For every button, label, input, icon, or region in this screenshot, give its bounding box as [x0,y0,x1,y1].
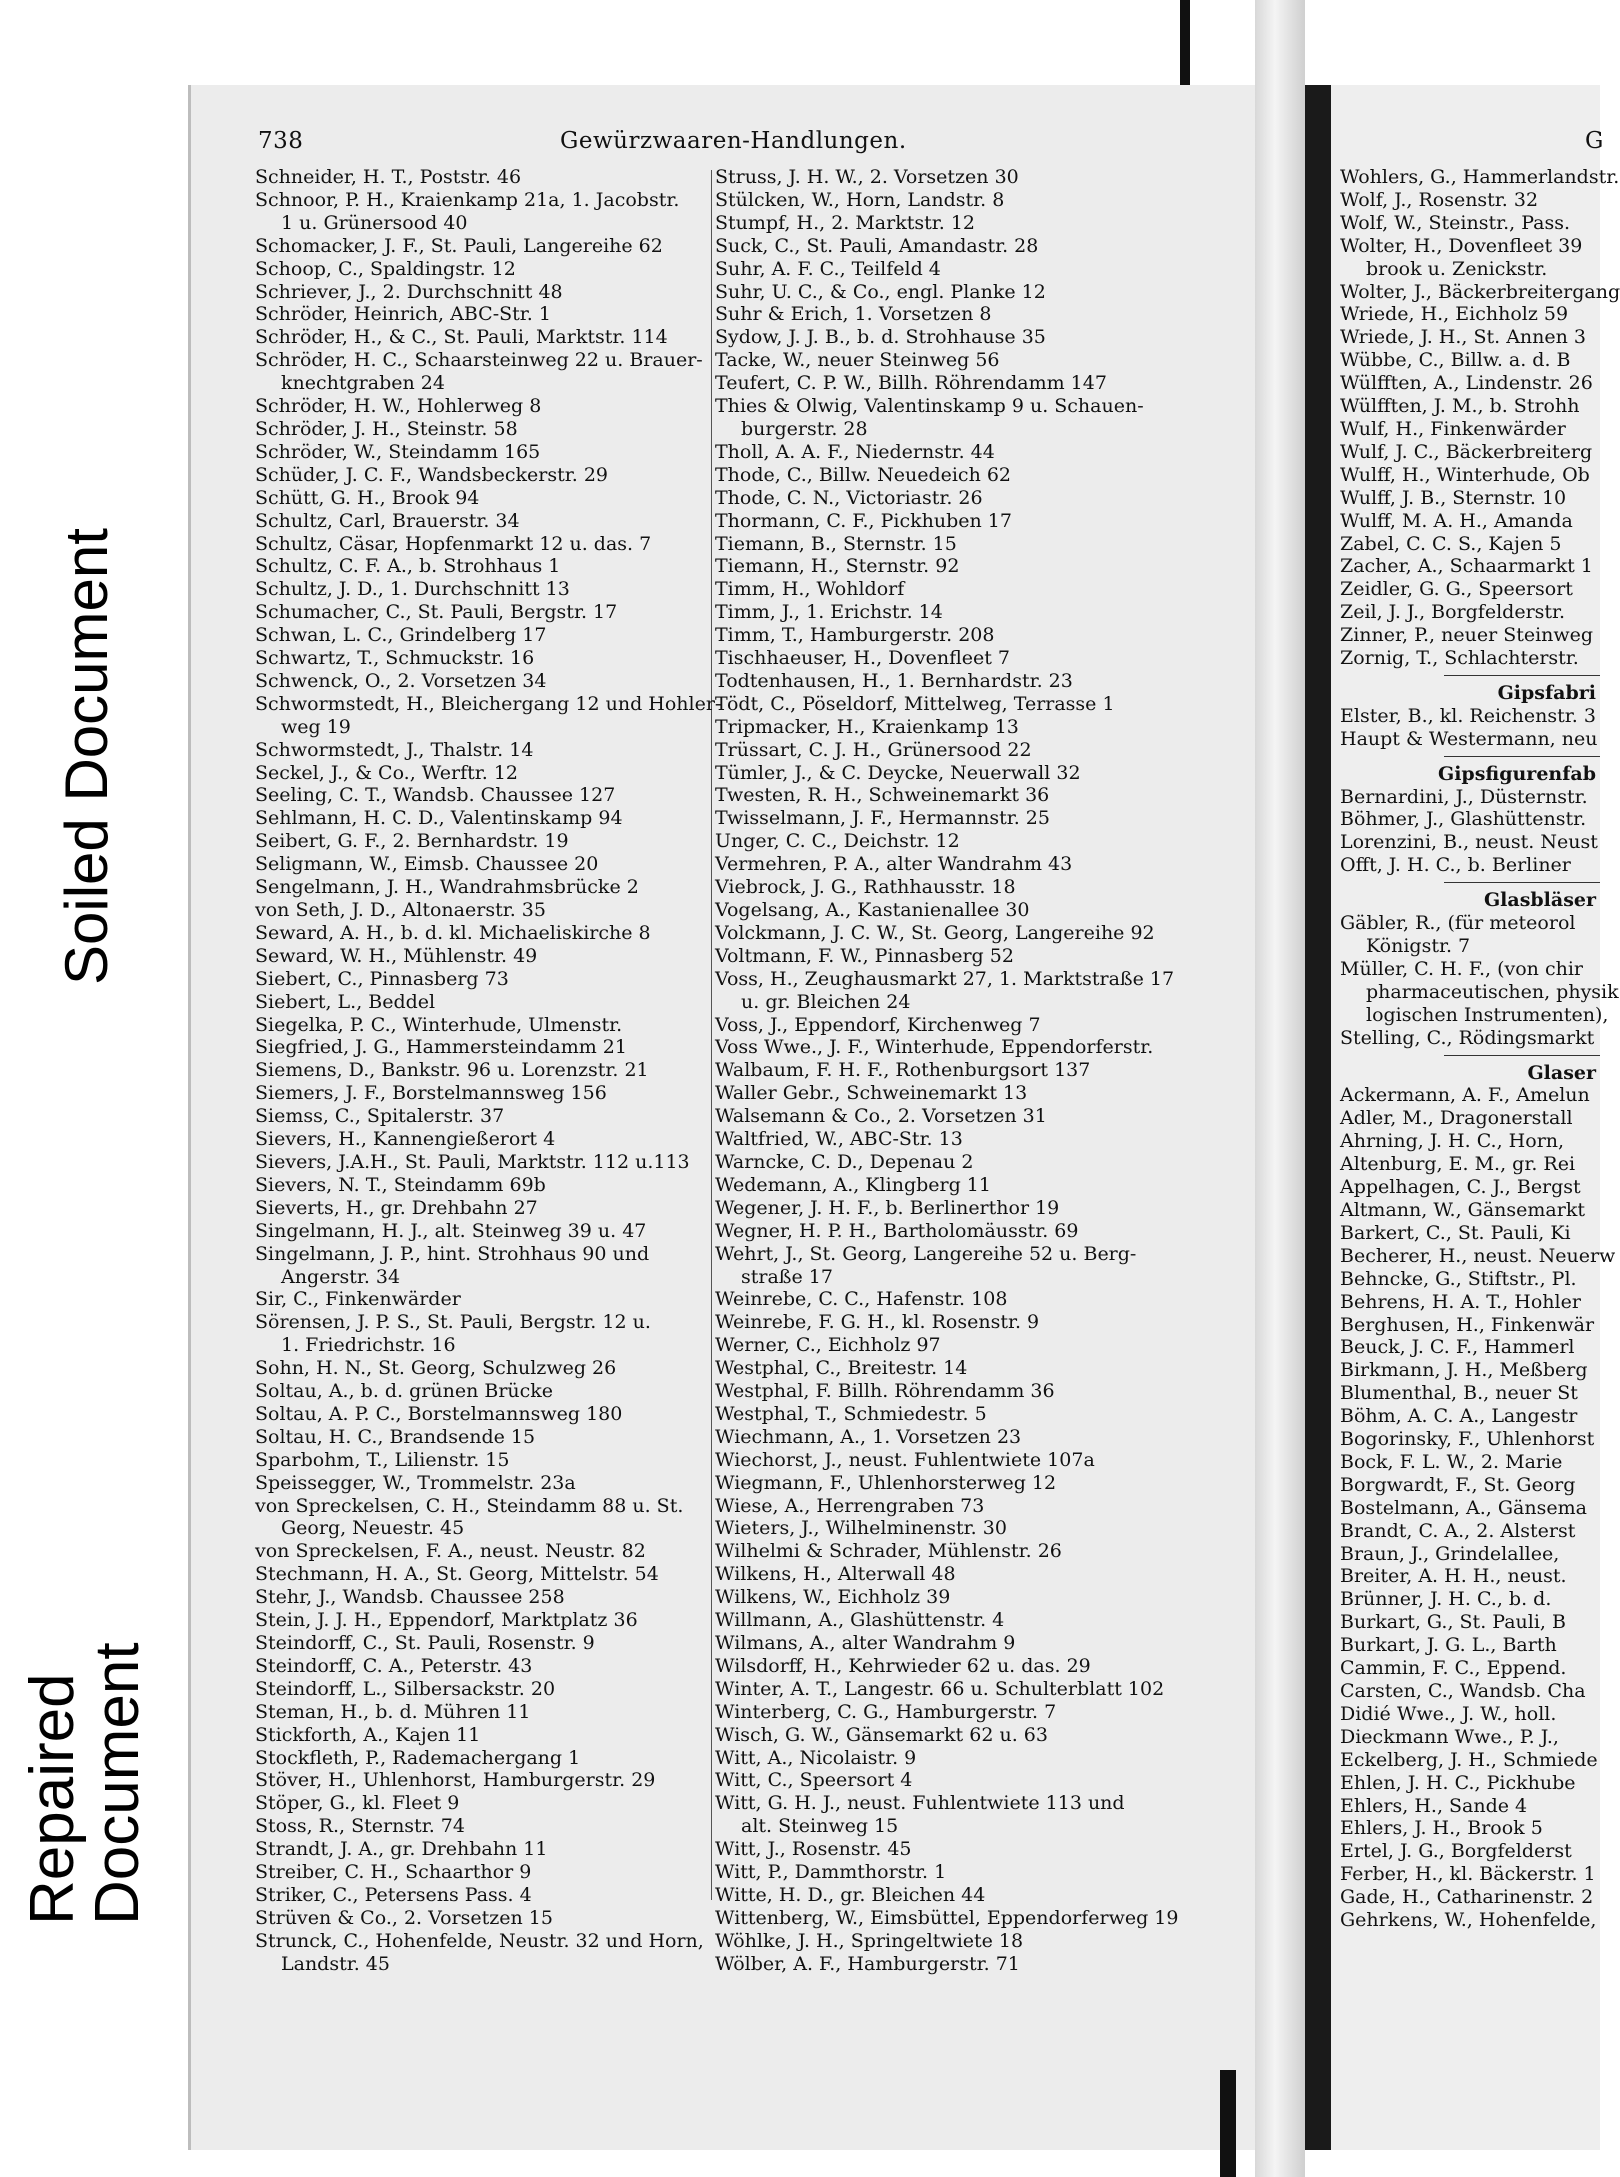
directory-entry: Westphal, T., Schmiedestr. 5 [715,1402,987,1425]
directory-entry: Stumpf, H., 2. Marktstr. 12 [715,211,976,234]
directory-entry: Seckel, J., & Co., Werftr. 12 [255,761,519,784]
directory-entry: Ehlen, J. H. C., Pickhube [1340,1771,1576,1794]
directory-entry: Schröder, H., & C., St. Pauli, Marktstr. 114 [255,326,668,349]
directory-entry: Ehlers, H., Sande 4 [1340,1794,1528,1817]
directory-entry: Stickforth, A., Kajen 11 [255,1723,481,1746]
section-rule [1444,675,1600,676]
binding-shadow-top [1180,0,1190,85]
directory-entry: Voltmann, F. W., Pinnasberg 52 [715,944,1014,967]
directory-entry: Sydow, J. J. B., b. d. Strohhause 35 [715,326,1046,349]
directory-entry: Struss, J. H. W., 2. Vorsetzen 30 [715,166,1019,188]
directory-entry: Bostelmann, A., Gänsema [1340,1496,1587,1519]
directory-entry: Wübbe, C., Billw. a. d. B [1340,349,1571,372]
directory-entry: Thies & Olwig, Valentinskamp 9 u. Schauen- [715,395,1144,418]
directory-entry: Wolter, H., Dovenfleet 39 [1340,234,1583,257]
directory-entry: von Spreckelsen, C. H., Steindamm 88 u. St. [255,1494,684,1517]
directory-entry: Stelling, C., Rödingsmarkt [1340,1026,1595,1049]
directory-entry: Zeil, J. J., Borgfelderstr. [1340,601,1566,624]
directory-entry-continuation: Königstr. 7 [1366,935,1471,957]
directory-entry: Lorenzini, B., neust. Neust [1340,831,1598,854]
directory-entry: von Seth, J. D., Altonaerstr. 35 [255,899,546,921]
directory-entry: Wriede, H., Eichholz 59 [1340,303,1569,326]
directory-entry: Suck, C., St. Pauli, Amandastr. 28 [715,234,1039,257]
directory-entry-continuation: u. gr. Bleichen 24 [741,990,911,1013]
directory-entry: Bernardini, J., Düsternstr. [1340,785,1588,808]
directory-entry: Wilkens, W., Eichholz 39 [715,1586,951,1609]
directory-entry: Tümler, J., & C. Deycke, Neuerwall 32 [715,761,1081,784]
directory-entry: Elster, B., kl. Reichenstr. 3 [1340,704,1596,727]
directory-entry: Westphal, F. Billh. Röhrendamm 36 [715,1380,1055,1403]
directory-entry: Thode, C. N., Victoriastr. 26 [715,486,983,509]
directory-entry: Siemss, C., Spitalerstr. 37 [255,1105,505,1128]
directory-entry: Sengelmann, J. H., Wandrahmsbrücke 2 [255,876,639,899]
directory-entry: Stöver, H., Uhlenhorst, Hamburgerstr. 29 [255,1769,656,1792]
directory-entry: Suhr, U. C., & Co., engl. Planke 12 [715,280,1046,303]
directory-entry: Wölber, A. F., Hamburgerstr. 71 [715,1952,1020,1975]
directory-entry: Tischhaeuser, H., Dovenfleet 7 [715,647,1010,670]
column-middle [715,166,1235,1976]
directory-entry: Wriede, J. H., St. Annen 3 [1340,326,1587,349]
directory-entry: Wulf, J. C., Bäckerbreiterg [1340,440,1593,463]
directory-entry: Timm, H., Wohldorf [715,578,905,601]
directory-entry: Altmann, W., Gänsemarkt [1340,1198,1585,1221]
directory-entry: Dieckmann Wwe., P. J., [1340,1725,1559,1748]
directory-entry: Speissegger, W., Trommelstr. 23a [255,1471,576,1494]
directory-entry: Bock, F. L. W., 2. Marie [1340,1450,1563,1473]
directory-entry: Waller Gebr., Schweinemarkt 13 [715,1082,1028,1105]
directory-entry: Altenburg, E. M., gr. Rei [1340,1153,1576,1176]
directory-entry: Suhr, A. F. C., Teilfeld 4 [715,257,941,280]
directory-entry: Twisselmann, J. F., Hermannstr. 25 [715,807,1050,830]
directory-entry: Siebert, C., Pinnasberg 73 [255,967,509,990]
directory-entry: Wohlers, G., Hammerlandstr. [1340,166,1620,188]
directory-entry: Witte, H. D., gr. Bleichen 44 [715,1883,986,1906]
directory-entry: Stoss, R., Sternstr. 74 [255,1815,465,1838]
directory-entry: Wolter, J., Bäckerbreitergang [1340,280,1620,303]
directory-entry: Seward, W. H., Mühlenstr. 49 [255,944,538,967]
directory-entry: Stein, J. J. H., Eppendorf, Marktplatz 36 [255,1609,638,1632]
directory-entry: Schultz, Carl, Brauerstr. 34 [255,509,520,532]
directory-entry: Gehrkens, W., Hohenfelde, [1340,1909,1597,1932]
directory-entry: Schomacker, J. F., St. Pauli, Langereihe 62 [255,234,663,257]
directory-entry: Witt, C., Speersort 4 [715,1769,913,1792]
directory-entry: Vogelsang, A., Kastanienallee 30 [715,899,1030,921]
directory-entry: Sehlmann, H. C. D., Valentinskamp 94 [255,807,623,830]
directory-entry: Siemens, D., Bankstr. 96 u. Lorenzstr. 21 [255,1059,649,1082]
directory-entry: Burkart, G., St. Pauli, B [1340,1611,1566,1634]
directory-entry: Singelmann, J. P., hint. Strohhaus 90 und [255,1242,650,1265]
directory-entry: Sir, C., Finkenwärder [255,1288,461,1311]
directory-entry: Becherer, H., neust. Neuerw [1340,1244,1616,1267]
directory-entry: Berghusen, H., Finkenwär [1340,1313,1595,1336]
directory-entry: Schwan, L. C., Grindelberg 17 [255,624,547,647]
section-rule [1444,1055,1600,1056]
directory-entry: Wilmans, A., alter Wandrahm 9 [715,1632,1016,1654]
directory-entry: Schoop, C., Spaldingstr. 12 [255,257,516,280]
section-heading: Glaser [1527,1061,1596,1084]
directory-entry: Winterberg, C. G., Hamburgerstr. 7 [715,1700,1057,1723]
directory-entry: Streiber, C. H., Schaarthor 9 [255,1861,532,1884]
directory-entry: Unger, C. C., Deichstr. 12 [715,830,960,853]
directory-entry: Seibert, G. F., 2. Bernhardstr. 19 [255,830,569,853]
right-page-edge-shadow [1305,85,1331,2150]
directory-entry: von Spreckelsen, F. A., neust. Neustr. 82 [255,1540,646,1563]
directory-entry: Tiemann, H., Sternstr. 92 [715,555,960,578]
directory-entry: Stechmann, H. A., St. Georg, Mittelstr. 54 [255,1563,659,1586]
directory-entry: Böhm, A. C. A., Langestr [1340,1405,1578,1428]
repaired-document-label [18,1642,153,1925]
directory-entry: Strandt, J. A., gr. Drehbahn 11 [255,1838,548,1861]
directory-entry: Stockfleth, P., Rademachergang 1 [255,1746,581,1769]
soiled-document-label: Soiled Document [53,528,120,985]
repaired-label-line1: Repaired [18,1673,87,1925]
section-rule [1444,882,1600,883]
directory-entry: Birkmann, J. H., Meßberg [1340,1359,1588,1382]
directory-entry: Schultz, C. F. A., b. Strohhaus 1 [255,555,561,578]
directory-entry: Wegener, J. H. F., b. Berlinerthor 19 [715,1196,1060,1219]
directory-entry: Zornig, T., Schlachterstr. [1340,647,1579,670]
directory-entry: Wolf, J., Rosenstr. 32 [1340,188,1539,211]
directory-entry: Ehlers, J. H., Brook 5 [1340,1817,1543,1840]
binding-shadow-bottom [1220,2070,1236,2177]
directory-entry: Schütt, G. H., Brook 94 [255,486,480,509]
directory-entry: Wilsdorff, H., Kehrwieder 62 u. das. 29 [715,1654,1091,1677]
directory-entry: Schwenck, O., 2. Vorsetzen 34 [255,669,547,692]
directory-entry: Teufert, C. P. W., Billh. Röhrendamm 147 [715,372,1107,395]
directory-entry: Offt, J. H. C., b. Berliner [1340,854,1571,877]
directory-entry: Sievers, N. T., Steindamm 69b [255,1173,546,1196]
directory-entry: Eckelberg, J. H., Schmiede [1340,1748,1598,1771]
directory-entry: Wulff, M. A. H., Amanda [1340,509,1573,532]
directory-entry-continuation: 1 u. Grünersood 40 [281,211,468,234]
directory-entry: Seward, A. H., b. d. kl. Michaeliskirche 8 [255,921,651,944]
directory-entry: Volckmann, J. C. W., St. Georg, Langereihe 92 [715,921,1155,944]
directory-entry: Timm, T., Hamburgerstr. 208 [715,624,995,647]
directory-entry: Voss, H., Zeughausmarkt 27, 1. Marktstraße 17 [715,967,1175,990]
directory-entry: Stehr, J., Wandsb. Chaussee 258 [255,1586,565,1609]
directory-entry: Tripmacker, H., Kraienkamp 13 [715,715,1019,738]
directory-entry-continuation: Georg, Neuestr. 45 [281,1517,465,1540]
directory-entry: Brandt, C. A., 2. Alsterst [1340,1519,1576,1542]
directory-entry: Cammin, F. C., Eppend. [1340,1657,1567,1680]
directory-entry: Wulf, H., Finkenwärder [1340,417,1566,440]
directory-entry: Soltau, A. P. C., Borstelmannsweg 180 [255,1402,623,1425]
directory-entry: Weinrebe, C. C., Hafenstr. 108 [715,1288,1008,1311]
directory-entry: Steman, H., b. d. Mühren 11 [255,1700,531,1723]
directory-entry: Böhmer, J., Glashüttenstr. [1340,808,1587,831]
directory-entry: Bogorinsky, F., Uhlenhorst [1340,1428,1595,1451]
directory-entry-continuation: straße 17 [741,1265,833,1288]
directory-entry: Zinner, P., neuer Steinweg [1340,624,1594,647]
directory-entry: Schwormstedt, J., Thalstr. 14 [255,738,534,761]
column-right [1340,166,1620,1932]
directory-entry: Voss, J., Eppendorf, Kirchenweg 7 [715,1013,1041,1036]
directory-entry: Steindorff, C., St. Pauli, Rosenstr. 9 [255,1632,595,1654]
directory-entry: Witt, J., Rosenstr. 45 [715,1838,912,1861]
directory-entry: Schriever, J., 2. Durchschnitt 48 [255,280,563,303]
directory-entry: Suhr & Erich, 1. Vorsetzen 8 [715,303,992,326]
directory-entry: Wülfften, A., Lindenstr. 26 [1340,372,1593,395]
directory-entry: Viebrock, J. G., Rathhausstr. 18 [715,876,1016,899]
directory-entry: Timm, J., 1. Erichstr. 14 [715,601,943,624]
directory-entry: Steindorff, L., Silbersackstr. 20 [255,1677,556,1700]
directory-entry: Schwartz, T., Schmuckstr. 16 [255,647,535,670]
directory-entry: Strunck, C., Hohenfelde, Neustr. 32 und Horn, [255,1929,704,1952]
section-rule [1444,756,1600,757]
directory-entry: Carsten, C., Wandsb. Cha [1340,1680,1586,1702]
directory-entry: Walsemann & Co., 2. Vorsetzen 31 [715,1105,1047,1128]
directory-entry: Soltau, A., b. d. grünen Brücke [255,1380,554,1403]
directory-entry: Westphal, C., Breitestr. 14 [715,1357,968,1380]
directory-entry-continuation: alt. Steinweg 15 [741,1815,899,1838]
directory-entry: Appelhagen, C. J., Bergst [1340,1176,1581,1199]
directory-entry-continuation: Angerstr. 34 [281,1265,401,1288]
directory-entry: Ertel, J. G., Borgfelderst [1340,1840,1572,1863]
directory-entry: Brünner, J. H. C., b. d. [1340,1588,1552,1611]
directory-entry: Siebert, L., Beddel [255,990,436,1013]
directory-entry: Gäbler, R., (für meteorol [1340,912,1576,935]
directory-entry: Wiegmann, F., Uhlenhorsterweg 12 [715,1471,1057,1494]
directory-entry: Schultz, J. D., 1. Durchschnitt 13 [255,578,570,601]
page-heading: Gewürzwaaren-Handlungen. [560,128,907,154]
directory-entry: Walbaum, F. H. F., Rothenburgsort 137 [715,1059,1091,1082]
directory-entry: Behncke, G., Stiftstr., Pl. [1340,1267,1577,1290]
directory-entry: Stöper, G., kl. Fleet 9 [255,1792,460,1815]
directory-entry: Wilkens, H., Alterwall 48 [715,1563,956,1586]
directory-entry: Schultz, Cäsar, Hopfenmarkt 12 u. das. 7 [255,532,652,555]
directory-entry: Tödt, C., Pöseldorf, Mittelweg, Terrasse 1 [715,692,1115,715]
directory-entry: Sievers, J.A.H., St. Pauli, Marktstr. 112 u.113 [255,1150,690,1173]
directory-entry: Haupt & Westermann, neu [1340,727,1598,750]
directory-entry: Wolf, W., Steinstr., Pass. [1340,211,1571,234]
directory-entry: Steindorff, C. A., Peterstr. 43 [255,1654,533,1677]
directory-entry: Willmann, A., Glashüttenstr. 4 [715,1609,1005,1632]
section-heading: Glasbläser [1483,889,1596,912]
directory-entry: Behrens, H. A. T., Hohler [1340,1290,1581,1313]
directory-entry: Didié Wwe., J. W., holl. [1340,1702,1557,1725]
directory-entry: Blumenthal, B., neuer St [1340,1382,1578,1405]
directory-entry: Schröder, H. W., Hohlerweg 8 [255,395,542,418]
directory-entry: Schröder, Heinrich, ABC-Str. 1 [255,303,551,326]
directory-entry: Beuck, J. C. F., Hammerl [1340,1336,1575,1359]
directory-entry: Burkart, J. G. L., Barth [1340,1634,1557,1657]
directory-entry: Barkert, C., St. Pauli, Ki [1340,1221,1571,1244]
directory-entry: Tacke, W., neuer Steinweg 56 [715,349,1000,372]
directory-entry: Twesten, R. H., Schweinemarkt 36 [715,784,1050,807]
directory-entry: Voss Wwe., J. F., Winterhude, Eppendorferstr. [715,1036,1154,1059]
directory-entry: Witt, A., Nicolaistr. 9 [715,1746,917,1769]
directory-entry: Seeling, C. T., Wandsb. Chaussee 127 [255,784,616,807]
directory-entry: Wiechmann, A., 1. Vorsetzen 23 [715,1425,1022,1448]
section-heading: Gipsfabri [1497,681,1596,704]
directory-entry-continuation: burgerstr. 28 [741,417,868,440]
directory-entry: Wedemann, A., Klingberg 11 [715,1173,991,1196]
directory-entry: Singelmann, H. J., alt. Steinweg 39 u. 47 [255,1219,647,1242]
directory-entry: Witt, G. H. J., neust. Fuhlentwiete 113 und [715,1792,1125,1815]
directory-entry: Sparbohm, T., Lilienstr. 15 [255,1448,510,1471]
directory-entry: Strüven & Co., 2. Vorsetzen 15 [255,1906,553,1929]
directory-entry: Siegfried, J. G., Hammersteindamm 21 [255,1036,627,1059]
directory-entry: Ferber, H., kl. Bäckerstr. 1 [1340,1863,1596,1886]
directory-entry-continuation: Landstr. 45 [281,1952,390,1975]
directory-entry: Wöhlke, J. H., Springeltwiete 18 [715,1929,1024,1952]
book-gutter [1255,0,1305,2177]
directory-entry: Zacher, A., Schaarmarkt 1 [1340,555,1593,578]
directory-entry: Wittenberg, W., Eimsbüttel, Eppendorferweg 19 [715,1906,1179,1929]
directory-entry: Adler, M., Dragonerstall [1340,1107,1573,1130]
directory-entry: Werner, C., Eichholz 97 [715,1334,941,1357]
directory-entry: Tiemann, B., Sternstr. 15 [715,532,957,555]
directory-entry: Schneider, H. T., Poststr. 46 [255,166,522,188]
column-left [255,166,722,1976]
directory-entry: Striker, C., Petersens Pass. 4 [255,1883,532,1906]
directory-entry: Schumacher, C., St. Pauli, Bergstr. 17 [255,601,618,624]
directory-entry-continuation: pharmaceutischen, physik [1366,980,1619,1003]
directory-entry: Wulff, H., Winterhude, Ob [1340,463,1590,486]
directory-entry: Tholl, A. A. F., Niedernstr. 44 [715,440,995,463]
directory-entry: Soltau, H. C., Brandsende 15 [255,1425,536,1448]
directory-entry: Gade, H., Catharinenstr. 2 [1340,1886,1594,1909]
repaired-label-line2: Document [83,1642,153,1925]
directory-entry: Müller, C. H. F., (von chir [1340,957,1583,980]
directory-entry: Wehrt, J., St. Georg, Langereihe 52 u. Berg- [715,1242,1137,1265]
directory-entry: Schröder, W., Steindamm 165 [255,440,541,463]
directory-entry: Wisch, G. W., Gänsemarkt 62 u. 63 [715,1723,1048,1746]
directory-entry: Sieverts, H., gr. Drehbahn 27 [255,1196,538,1219]
directory-entry: Waltfried, W., ABC-Str. 13 [715,1128,963,1151]
directory-entry: Schwormstedt, H., Bleichergang 12 und Hohler- [255,692,722,715]
directory-entry-continuation: brook u. Zenickstr. [1366,257,1548,280]
directory-entry: Ahrning, J. H. C., Horn, [1340,1130,1565,1153]
directory-entry: Borgwardt, F., St. Georg [1340,1473,1576,1496]
directory-entry-continuation: logischen Instrumenten), [1366,1003,1609,1026]
directory-entry: Wiechorst, J., neust. Fuhlentwiete 107a [715,1448,1095,1471]
directory-entry: Wegner, H. P. H., Bartholomäusstr. 69 [715,1219,1079,1242]
directory-entry: Weinrebe, F. G. H., kl. Rosenstr. 9 [715,1311,1040,1334]
directory-entry: Wiese, A., Herrengraben 73 [715,1494,985,1517]
directory-entry: Witt, P., Dammthorstr. 1 [715,1861,947,1884]
directory-entry: Wieters, J., Wilhelminenstr. 30 [715,1517,1007,1540]
directory-entry: Winter, A. T., Langestr. 66 u. Schulterblatt 102 [715,1677,1165,1700]
directory-entry: Braun, J., Grindelallee, [1340,1542,1560,1565]
next-page-heading: G [1585,128,1604,154]
page-number: 738 [258,128,304,154]
directory-entry: Wulff, J. B., Sternstr. 10 [1340,486,1567,509]
directory-entry: Siemers, J. F., Borstelmannsweg 156 [255,1082,607,1105]
directory-entry: Thode, C., Billw. Neuedeich 62 [715,463,1012,486]
directory-entry: Schröder, J. H., Steinstr. 58 [255,417,518,440]
directory-entry: Breiter, A. H. H., neust. [1340,1565,1567,1588]
directory-entry: Schnoor, P. H., Kraienkamp 21a, 1. Jacobstr. [255,188,680,211]
directory-entry: Sörensen, J. P. S., St. Pauli, Bergstr. 12 u. [255,1311,651,1334]
directory-entry: Wilhelmi & Schrader, Mühlenstr. 26 [715,1540,1062,1563]
directory-entry: Todtenhausen, H., 1. Bernhardstr. 23 [715,669,1073,692]
directory-entry-continuation: weg 19 [281,715,351,738]
directory-entry: Trüssart, C. J. H., Grünersood 22 [715,738,1032,761]
directory-entry-continuation: knechtgraben 24 [281,372,445,395]
directory-entry: Wülfften, J. M., b. Strohh [1340,395,1580,418]
directory-entry: Seligmann, W., Eimsb. Chaussee 20 [255,853,599,876]
directory-entry: Schüder, J. C. F., Wandsbeckerstr. 29 [255,463,608,486]
directory-entry: Stülcken, W., Horn, Landstr. 8 [715,188,1005,211]
directory-entry: Zabel, C. C. S., Kajen 5 [1340,532,1562,555]
directory-entry: Ackermann, A. F., Amelun [1340,1084,1590,1107]
directory-entry: Sievers, H., Kannengießerort 4 [255,1128,556,1151]
directory-entry: Siegelka, P. C., Winterhude, Ulmenstr. [255,1013,623,1036]
directory-entry: Sohn, H. N., St. Georg, Schulzweg 26 [255,1357,617,1380]
directory-entry: Vermehren, P. A., alter Wandrahm 43 [715,853,1073,876]
directory-entry: Thormann, C. F., Pickhuben 17 [715,509,1012,532]
directory-entry: Zeidler, G. G., Speersort [1340,578,1573,601]
directory-entry-continuation: 1. Friedrichstr. 16 [281,1334,456,1357]
section-heading: Gipsfigurenfab [1437,762,1596,785]
directory-entry: Warncke, C. D., Depenau 2 [715,1150,974,1173]
directory-entry: Schröder, H. C., Schaarsteinweg 22 u. Brauer- [255,349,703,372]
